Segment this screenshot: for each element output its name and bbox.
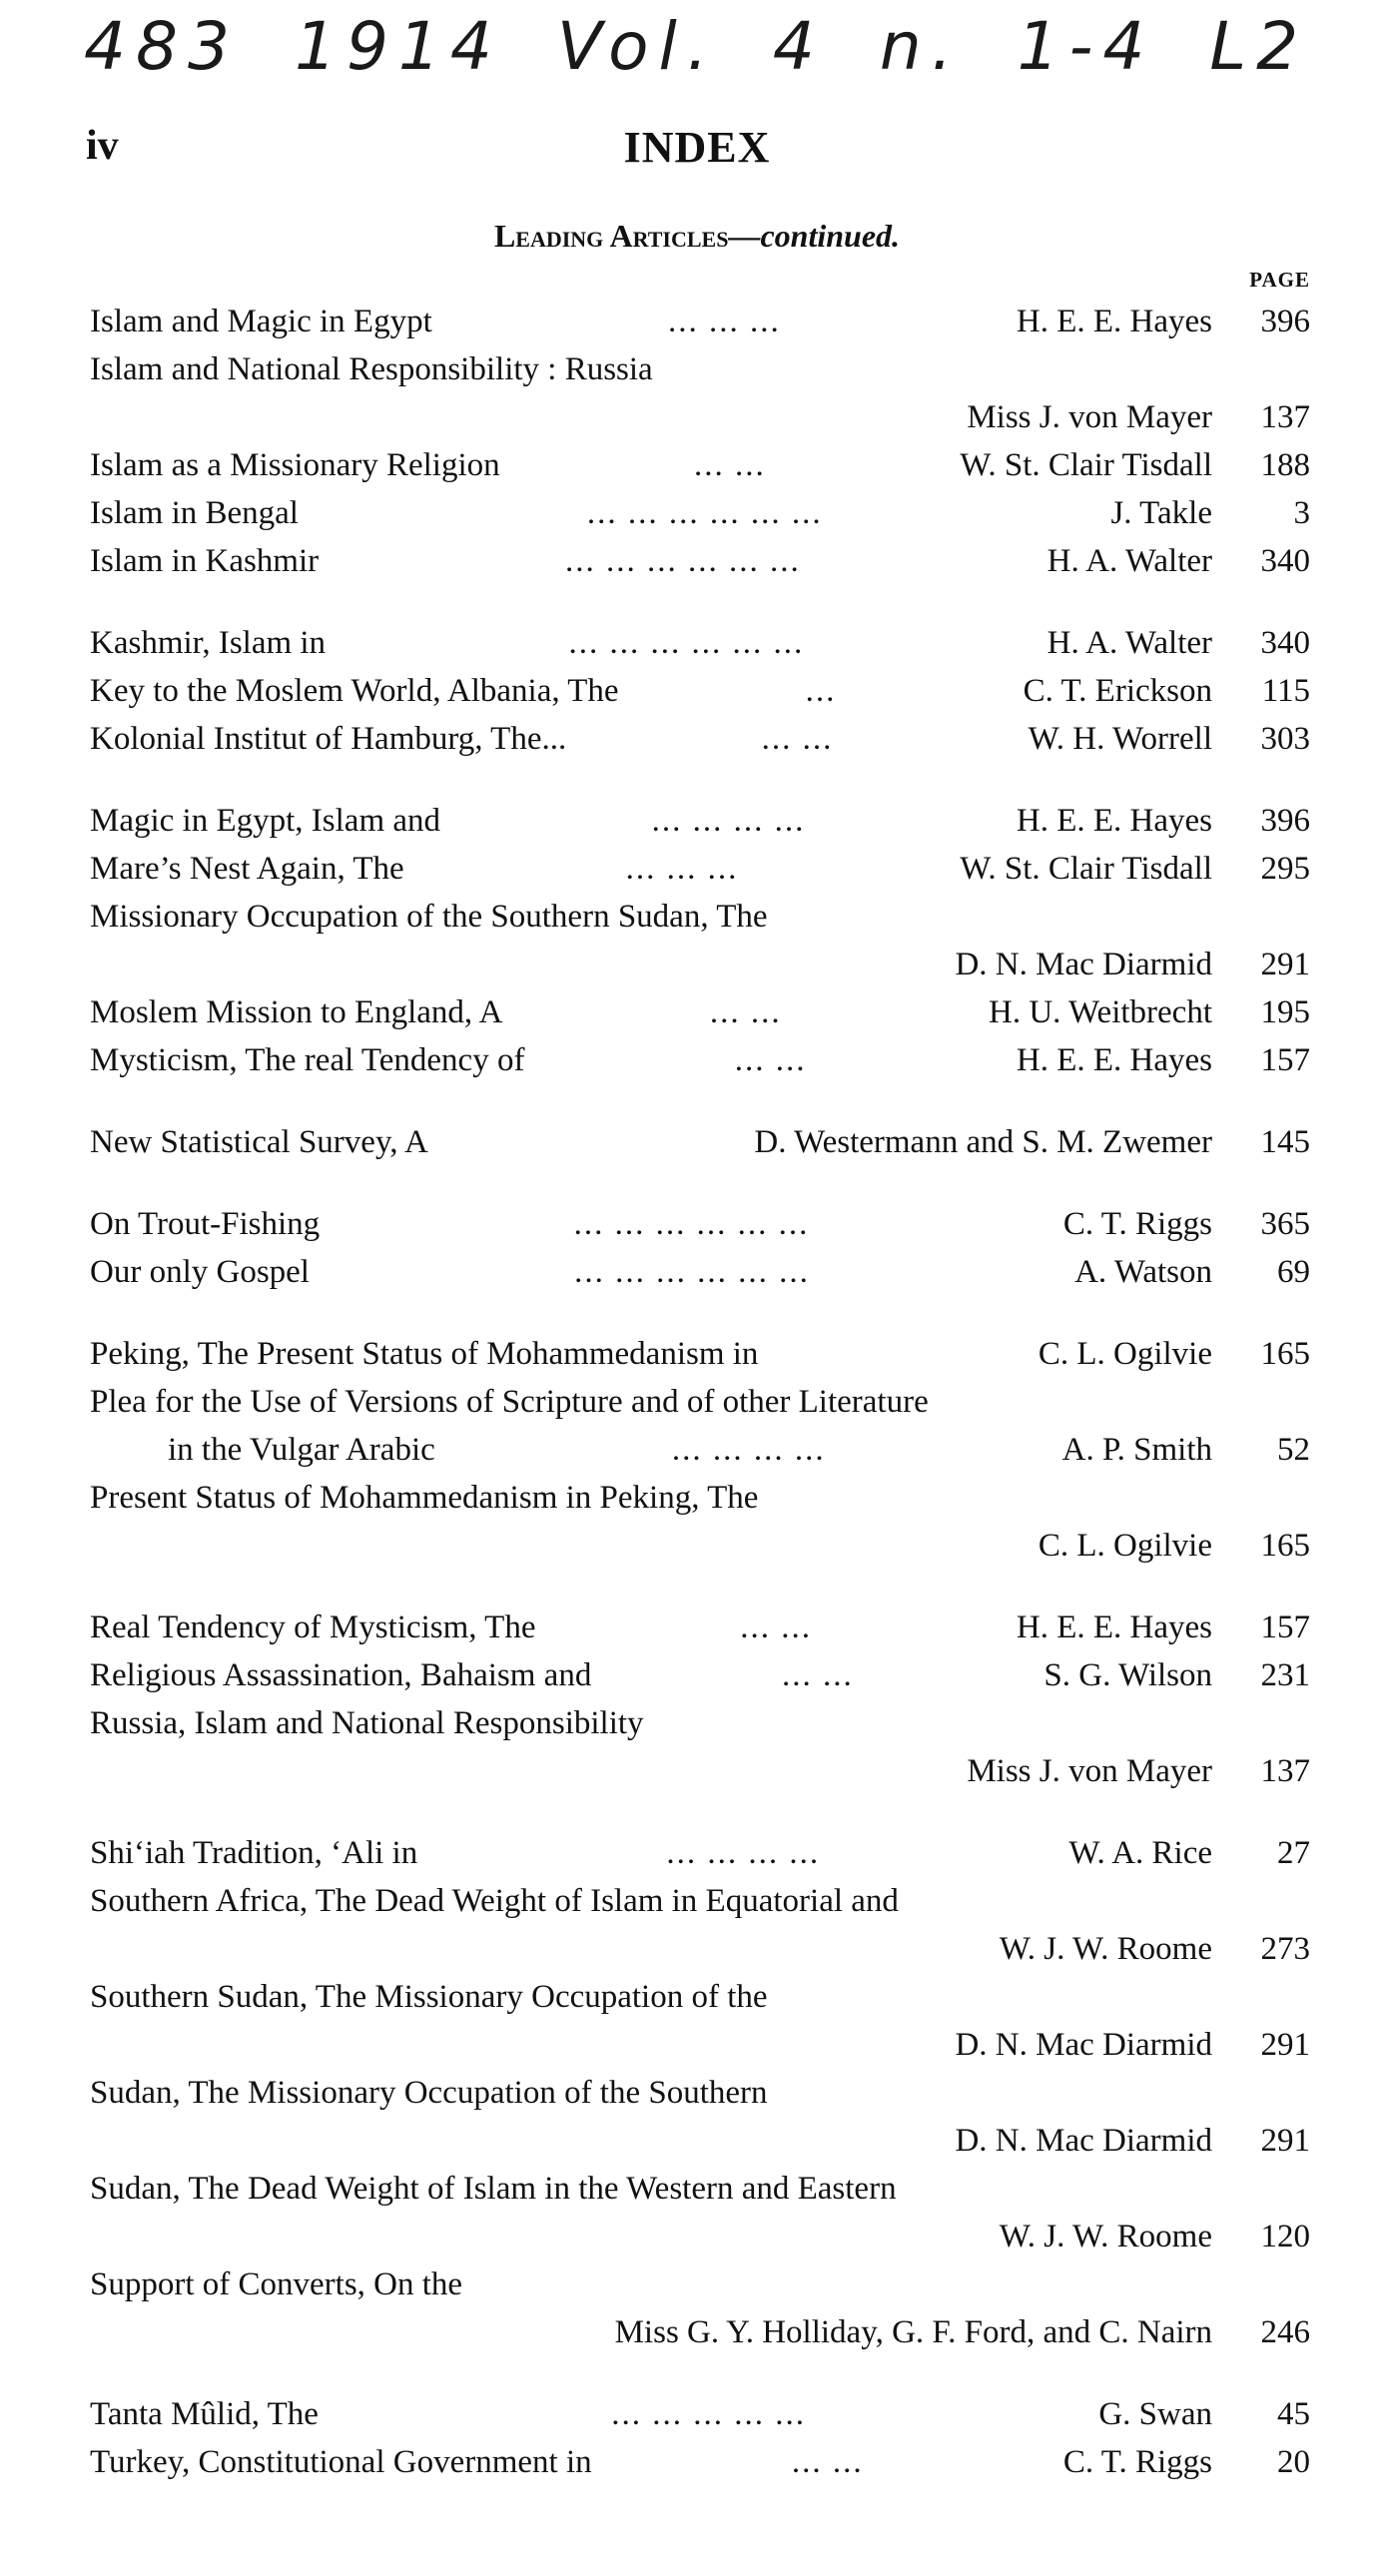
entry-spacer — [90, 2356, 1310, 2390]
entry-spacer — [90, 1166, 1310, 1200]
entry-spacer — [90, 1795, 1310, 1829]
entry-author: W. A. Rice — [1068, 1835, 1212, 1871]
entry-page-number: 303 — [1260, 721, 1310, 757]
entry-author: C. T. Riggs — [1062, 1206, 1212, 1242]
entry-topic: Shi‘iah Tradition, ‘Ali in — [90, 1835, 418, 1871]
entry-author: C. T. Riggs — [1062, 2444, 1212, 2480]
index-entry — [90, 1036, 1310, 1084]
entry-topic: Islam as a Missionary Religion — [90, 447, 500, 483]
entry-author: H. A. Walter — [1046, 543, 1212, 579]
entry-leader-dots: ... ... ... ... — [666, 1835, 821, 1871]
index-entry — [90, 345, 1310, 441]
entry-author: H. A. Walter — [1046, 625, 1212, 661]
entry-leader-dots: ... ... ... ... — [671, 1432, 826, 1468]
entry-leader-dots: ... ... ... — [667, 304, 781, 339]
entry-page-number: 231 — [1260, 1657, 1310, 1693]
entry-topic: Islam and Magic in Egypt — [90, 304, 432, 339]
entry-topic: Peking, The Present Status of Mohammedanism in — [90, 1336, 759, 1372]
entry-author: W. J. W. Roome — [999, 1931, 1212, 1967]
entry-author: J. Takle — [1110, 495, 1212, 531]
entry-topic: New Statistical Survey, A — [90, 1124, 428, 1160]
index-entry — [90, 715, 1310, 763]
entry-leader-dots: ... ... — [761, 721, 834, 757]
entry-page-number: 246 — [1260, 2314, 1310, 2350]
entry-row — [90, 619, 1310, 667]
entry-author: Miss J. von Mayer — [967, 1753, 1212, 1789]
entry-row — [90, 988, 1310, 1036]
page-column-label: PAGE — [1249, 268, 1310, 292]
entry-topic: Our only Gospel — [90, 1254, 310, 1290]
index-entry — [90, 1330, 1310, 1378]
entry-topic-line: Support of Converts, On the — [90, 2266, 463, 2302]
index-entry — [90, 1973, 1310, 2069]
entry-leader-dots: ... ... — [740, 1610, 813, 1645]
index-entry — [90, 893, 1310, 988]
entry-spacer — [90, 1570, 1310, 1604]
entry-page-number: 120 — [1260, 2219, 1310, 2254]
entry-topic: Key to the Moslem World, Albania, The — [90, 673, 619, 709]
entry-topic-line: Islam and National Responsibility : Russia — [90, 351, 653, 387]
index-entry — [90, 2069, 1310, 2165]
entry-author: H. E. E. Hayes — [1016, 304, 1212, 339]
index-entry — [90, 1200, 1310, 1248]
entry-page-number: 295 — [1260, 851, 1310, 887]
page-number: iv — [86, 123, 119, 169]
entry-topic: Tanta Mûlid, The — [90, 2396, 319, 2432]
entry-spacer — [90, 1084, 1310, 1118]
index-entry — [90, 537, 1310, 585]
index-entry — [90, 1378, 1310, 1474]
index-entry — [90, 1877, 1310, 1973]
entry-topic-line: Sudan, The Dead Weight of Islam in the Western and Eastern — [90, 2171, 897, 2207]
page-title: INDEX — [623, 123, 771, 172]
entry-topic: Magic in Egypt, Islam and — [90, 803, 441, 839]
entry-row — [90, 489, 1310, 537]
index-entry — [90, 2390, 1310, 2438]
entry-row — [90, 1200, 1310, 1248]
entry-topic-line: Southern Sudan, The Missionary Occupation of the — [90, 1979, 768, 2015]
entry-author-line — [90, 2213, 1310, 2260]
entry-author: C. T. Erickson — [1023, 673, 1212, 709]
index-entry — [90, 298, 1310, 345]
entry-topic: Religious Assassination, Bahaism and — [90, 1657, 592, 1693]
entry-row — [90, 797, 1310, 845]
entry-row — [90, 1829, 1310, 1877]
index-entry — [90, 1699, 1310, 1795]
entry-author-line — [90, 393, 1310, 441]
index-entry — [90, 1604, 1310, 1651]
entry-page-number: 273 — [1260, 1931, 1310, 1967]
index-entry — [90, 1651, 1310, 1699]
entry-row — [90, 845, 1310, 893]
entry-row — [90, 1118, 1310, 1166]
entry-topic-line: Southern Africa, The Dead Weight of Islam in Equatorial and — [90, 1883, 899, 1919]
entry-page-number: 365 — [1260, 1206, 1310, 1242]
index-entry — [90, 1118, 1310, 1166]
entry-author: H. U. Weitbrecht — [988, 994, 1212, 1030]
handwritten-call-number: 483 1914 Vol. 4 n. 1-4 L2 — [84, 8, 1309, 85]
entry-page-number: 291 — [1260, 947, 1310, 982]
entry-page-number: 291 — [1260, 2027, 1310, 2063]
index-entry — [90, 489, 1310, 537]
entry-page-number: 188 — [1260, 447, 1310, 483]
entry-author: D. N. Mac Diarmid — [955, 2027, 1212, 2063]
entry-leader-dots: ... — [805, 673, 837, 709]
entry-author: C. L. Ogilvie — [1038, 1528, 1212, 1564]
entry-author: H. E. E. Hayes — [1016, 803, 1212, 839]
entry-author: Miss G. Y. Holliday, G. F. Ford, and C. Nairn — [614, 2314, 1212, 2350]
entry-topic: Islam in Kashmir — [90, 543, 320, 579]
entry-leader-dots: ... ... — [734, 1042, 807, 1078]
entry-continuation-line — [90, 1426, 1310, 1474]
entry-author: D. Westermann and S. M. Zwemer — [754, 1124, 1212, 1160]
entry-page-number: 115 — [1261, 673, 1310, 709]
entry-author-line — [90, 1925, 1310, 1973]
entry-topic: Mysticism, The real Tendency of — [90, 1042, 525, 1078]
entry-author: A. Watson — [1074, 1254, 1212, 1290]
entry-author: D. N. Mac Diarmid — [955, 2123, 1212, 2159]
entry-author: D. N. Mac Diarmid — [955, 947, 1212, 982]
entry-page-number: 45 — [1277, 2396, 1310, 2432]
entry-page-number: 20 — [1277, 2444, 1310, 2480]
entry-author: W. J. W. Roome — [999, 2219, 1212, 2254]
entry-page-number: 69 — [1277, 1254, 1310, 1290]
entry-row — [90, 2438, 1310, 2486]
entry-page-number: 340 — [1260, 625, 1310, 661]
entry-topic-line: Plea for the Use of Versions of Scripture and of other Literature — [90, 1384, 929, 1420]
entry-page-number: 145 — [1260, 1124, 1310, 1160]
section-heading — [0, 218, 1394, 255]
index-entry — [90, 2260, 1310, 2356]
entry-author: S. G. Wilson — [1044, 1657, 1212, 1693]
index-entry — [90, 1829, 1310, 1877]
entry-author: Miss J. von Mayer — [967, 399, 1212, 435]
index-entry — [90, 619, 1310, 667]
index-entry — [90, 441, 1310, 489]
entry-author-line — [90, 2308, 1310, 2356]
index-entries — [90, 298, 1310, 2486]
entry-topic: Moslem Mission to England, A — [90, 994, 503, 1030]
entry-page-number: 52 — [1277, 1432, 1310, 1468]
entry-author-line — [90, 1747, 1310, 1795]
entry-author-line — [90, 941, 1310, 988]
entry-author: G. Swan — [1098, 2396, 1212, 2432]
entry-topic: Mare’s Nest Again, The — [90, 851, 404, 887]
entry-row — [90, 441, 1310, 489]
entry-page-number: 157 — [1260, 1610, 1310, 1645]
entry-author: W. St. Clair Tisdall — [960, 447, 1212, 483]
entry-leader-dots: ... ... ... ... ... — [611, 2396, 807, 2432]
entry-page-number: 396 — [1260, 803, 1310, 839]
entry-row — [90, 298, 1310, 345]
entry-page-number: 137 — [1260, 1753, 1310, 1789]
entry-spacer — [90, 585, 1310, 619]
entry-row — [90, 537, 1310, 585]
entry-leader-dots: ... ... ... ... — [651, 803, 806, 839]
entry-leader-dots: ... ... ... ... ... ... — [568, 625, 805, 661]
entry-topic-line: Present Status of Mohammedanism in Peking, The — [90, 1480, 759, 1516]
entry-topic: Real Tendency of Mysticism, The — [90, 1610, 536, 1645]
entry-row — [90, 667, 1310, 715]
entry-author-line — [90, 2117, 1310, 2165]
section-heading-text: Leading Articles — [493, 218, 729, 254]
entry-page-number: 195 — [1260, 994, 1310, 1030]
index-entry — [90, 2165, 1310, 2260]
entry-row — [90, 715, 1310, 763]
entry-row — [90, 1248, 1310, 1296]
entry-author: H. E. E. Hayes — [1016, 1042, 1212, 1078]
index-entry — [90, 667, 1310, 715]
entry-author: W. H. Worrell — [1028, 721, 1212, 757]
entry-topic-line: Russia, Islam and National Responsibility — [90, 1705, 644, 1741]
entry-leader-dots: ... ... ... ... ... ... — [565, 543, 801, 579]
entry-page-number: 137 — [1260, 399, 1310, 435]
entry-leader-dots: ... ... ... ... ... ... — [574, 1254, 810, 1290]
entry-topic: Turkey, Constitutional Government in — [90, 2444, 592, 2480]
entry-author: W. St. Clair Tisdall — [960, 851, 1212, 887]
entry-page-number: 157 — [1260, 1042, 1310, 1078]
entry-page-number: 3 — [1293, 495, 1310, 531]
entry-topic: Kashmir, Islam in — [90, 625, 327, 661]
entry-author-line — [90, 1522, 1310, 1570]
entry-topic: Kolonial Institut of Hamburg, The... — [90, 721, 567, 757]
entry-row — [90, 1036, 1310, 1084]
entry-leader-dots: ... ... — [781, 1657, 854, 1693]
entry-row — [90, 1651, 1310, 1699]
entry-page-number: 291 — [1260, 2123, 1310, 2159]
entry-leader-dots: ... ... ... ... ... ... — [586, 495, 823, 531]
entry-topic-line: Missionary Occupation of the Southern Sudan, The — [90, 899, 768, 935]
entry-topic: Islam in Bengal — [90, 495, 299, 531]
entry-author: H. E. E. Hayes — [1016, 1610, 1212, 1645]
entry-leader-dots: ... ... — [791, 2444, 864, 2480]
entry-leader-dots: ... ... — [694, 447, 766, 483]
entry-row — [90, 1604, 1310, 1651]
index-entry — [90, 988, 1310, 1036]
index-entry — [90, 1248, 1310, 1296]
entry-topic: On Trout-Fishing — [90, 1206, 321, 1242]
section-continued: —continued. — [728, 218, 901, 254]
index-entry — [90, 1474, 1310, 1570]
index-entry — [90, 797, 1310, 845]
index-entry — [90, 2438, 1310, 2486]
entry-page-number: 396 — [1260, 304, 1310, 339]
index-entry — [90, 845, 1310, 893]
entry-page-number: 165 — [1260, 1528, 1310, 1564]
entry-leader-dots: ... ... ... ... ... ... — [573, 1206, 810, 1242]
entry-row — [90, 2390, 1310, 2438]
entry-author: C. L. Ogilvie — [1038, 1336, 1212, 1372]
entry-spacer — [90, 763, 1310, 797]
entry-page-number: 27 — [1277, 1835, 1310, 1871]
entry-row — [90, 1330, 1310, 1378]
entry-leader-dots: ... ... — [709, 994, 782, 1030]
entry-page-number: 340 — [1260, 543, 1310, 579]
entry-spacer — [90, 1296, 1310, 1330]
entry-page-number: 165 — [1260, 1336, 1310, 1372]
entry-author: A. P. Smith — [1061, 1432, 1212, 1468]
entry-topic-line: Sudan, The Missionary Occupation of the Southern — [90, 2075, 768, 2111]
entry-leader-dots: ... ... ... — [625, 851, 739, 887]
entry-author-line — [90, 2021, 1310, 2069]
entry-topic-continuation: in the Vulgar Arabic — [168, 1432, 435, 1468]
